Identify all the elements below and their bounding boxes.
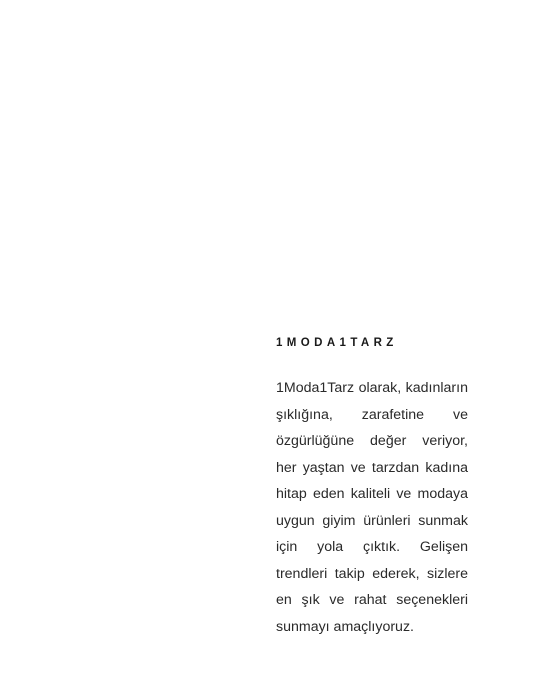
about-section — [276, 336, 468, 640]
about-description: 1Moda1Tarz olarak, kadınların şıklığına, zarafetine ve özgürlüğüne değer veriyor, her yaştan ve tarzdan kadına hitap eden kaliteli ve modaya uygun giyim ürünleri sunmak için yola çıktık. Gelişen trendleri takip ederek, sizlere en şık ve rahat seçenekleri sunmayı amaçlıyoruz. — [276, 380, 468, 635]
brand-heading: 1MODA1TARZ — [276, 337, 398, 349]
